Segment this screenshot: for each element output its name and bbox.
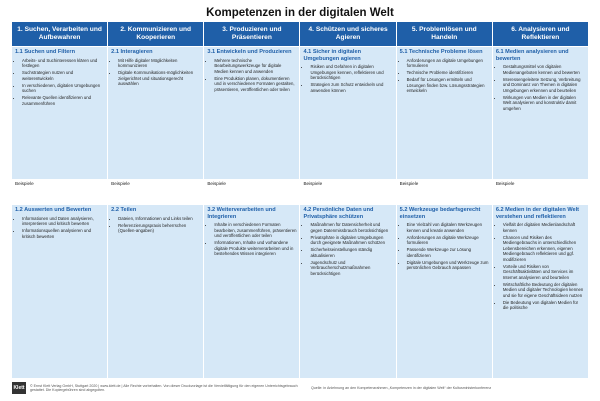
examples-space xyxy=(300,189,395,205)
sub-heading: 6.1 Medien analysieren und bewerten xyxy=(495,49,569,62)
list-item: • Privatsphäre in digitalen Umgebungen durch geeignete Maßnahmen schützen xyxy=(310,235,392,246)
list-item: • Inhalte in verschiedenen Formaten bearbeiten, zusammenführen, präsentieren und veröffentlichen oder teilen xyxy=(214,222,296,239)
list-item: • Technische Probleme identifizieren xyxy=(407,70,489,76)
competence-box xyxy=(204,205,299,378)
column-6 xyxy=(493,22,588,378)
item-list xyxy=(303,64,392,93)
competence-box xyxy=(12,47,107,179)
sub-heading: 2.1 Interagieren xyxy=(111,49,153,55)
list-item: • Eine Produktion planen, dokumentieren und in verschiedenen Formaten gestalten, präsentieren, veröffentlichen oder teilen xyxy=(214,76,296,93)
list-item: • Informationen und Daten analysieren, interpretieren und kritisch bewerten xyxy=(22,216,104,227)
examples-label: Beispiele xyxy=(12,179,107,189)
competence-box xyxy=(12,205,107,378)
column-heading: 2. Kommunizieren und Kooperieren xyxy=(108,22,203,46)
list-item: • Gestaltungsmittel von digitalen Medienangeboten kennen und bewerten xyxy=(503,64,585,75)
list-item: • Arbeits- und Suchinteressen klären und festlegen xyxy=(22,58,104,69)
item-list xyxy=(111,216,200,234)
list-item: • Anforderungen an digitale Umgebungen formulieren xyxy=(407,58,489,69)
column-heading: 6. Analysieren und Reflektieren xyxy=(493,22,588,46)
examples-space xyxy=(204,189,299,205)
footer xyxy=(12,380,588,396)
examples-space xyxy=(12,189,107,205)
list-item: • Vielfalt der digitalen Medienlandschaft kennen xyxy=(503,222,585,233)
list-item: • Vorteile und Risiken von Geschäftsaktivitäten und Services im Internet analysieren und beurteilen xyxy=(503,264,585,281)
examples-label: Beispiele xyxy=(397,179,492,189)
column-4 xyxy=(300,22,395,378)
sub-heading: 5.1 Technische Probleme lösen xyxy=(399,49,483,55)
list-item: • Mehrere technische Bearbeitungswerkzeuge für digitale Medien kennen und anwenden xyxy=(214,58,296,75)
sub-heading: 4.1 Sicher in digitalen Umgebungen agieren xyxy=(303,49,361,62)
competence-box xyxy=(300,47,395,179)
sub-heading: 2.2 Teilen xyxy=(111,207,137,213)
column-2 xyxy=(108,22,203,378)
sub-heading: 3.1 Entwickeln und Produzieren xyxy=(207,49,292,55)
list-item: • Wirtschaftliche Bedeutung der digitalen Medien und digitaler Technologien kennen und sie für eigene Geschäftsideen nutzen xyxy=(503,282,585,299)
list-item: • Dateien, Informationen und Links teilen xyxy=(118,216,200,222)
item-list xyxy=(15,216,104,240)
list-item: • Informationsquellen analysieren und kritisch bewerten xyxy=(22,228,104,239)
source-text: Quelle: in Anlehnung an den Kompetenzrahmen „Kompetenzen in der digitalen Welt“ der Kultusministerkonferenz xyxy=(311,385,492,390)
item-list xyxy=(111,58,200,87)
list-item: • Maßnahmen für Datensicherheit und gegen Datenmissbrauch berücksichtigen xyxy=(310,222,392,233)
item-list xyxy=(496,222,585,311)
competence-box xyxy=(108,47,203,179)
examples-space xyxy=(108,189,203,205)
column-heading: 5. Problemlösen und Handeln xyxy=(397,22,492,46)
list-item: • In verschiedenen, digitalen Umgebungen suchen xyxy=(22,83,104,94)
competence-box xyxy=(108,205,203,378)
competence-box xyxy=(397,47,492,179)
list-item: • Digitale Umgebungen und Werkzeuge zum persönlichen Gebrauch anpassen xyxy=(407,260,489,271)
list-item: • Risiken und Gefahren in digitalen Umgebungen kennen, reflektieren und berücksichtigen xyxy=(310,64,392,81)
sub-heading: 1.1 Suchen und Filtern xyxy=(15,49,75,55)
list-item: • Relevante Quellen identifizieren und zusammenführen xyxy=(22,95,104,106)
item-list xyxy=(496,64,585,111)
list-item: • Interessengeleitete Setzung, Verbreitung und Dominanz von Themen in digitalen Umgebungen erkennen und beurteilen xyxy=(503,77,585,94)
list-item: • Bedarf für Lösungen ermitteln und Lösungen finden bzw. Lösungsstrategien entwickeln xyxy=(407,77,489,94)
column-heading: 1. Suchen, Verarbeiten und Aufbewahren xyxy=(12,22,107,46)
item-list xyxy=(15,58,104,107)
examples-space xyxy=(397,189,492,205)
examples-label: Beispiele xyxy=(493,179,588,189)
list-item: • Anforderungen an digitale Werkzeuge formulieren xyxy=(407,235,489,246)
column-5 xyxy=(397,22,492,378)
competence-grid xyxy=(12,22,588,378)
examples-label: Beispiele xyxy=(108,179,203,189)
list-item: • Die Bedeutung von digitalen Medien für die politische xyxy=(503,300,585,311)
competence-box xyxy=(397,205,492,378)
list-item: • Mit Hilfe digitaler Möglichkeiten kommunizieren xyxy=(118,58,200,69)
list-item: • Passende Werkzeuge zur Lösung identifizieren xyxy=(407,247,489,258)
list-item: • Sicherheitseinstellungen ständig aktualisieren xyxy=(310,247,392,258)
item-list xyxy=(207,58,296,93)
list-item: • Strategien zum Schutz entwickeln und anwenden können xyxy=(310,82,392,93)
column-heading: 3. Produzieren und Präsentieren xyxy=(204,22,299,46)
list-item: • Chancen und Risiken des Mediengebrauchs in unterschiedlichen Lebensbereichen erkennen, eigenen Mediengebrauch reflektieren und ggf. modifizieren xyxy=(503,235,585,263)
column-heading: 4. Schützen und sicheres Agieren xyxy=(300,22,395,46)
item-list xyxy=(400,222,489,271)
examples-space xyxy=(493,189,588,205)
item-list xyxy=(207,222,296,257)
competence-box xyxy=(204,47,299,179)
sub-heading: 1.2 Auswerten und Bewerten xyxy=(15,207,92,213)
list-item: • Referenzierungspraxis beherrschen (Quellen-angaben) xyxy=(118,223,200,234)
competence-box xyxy=(493,47,588,179)
list-item: • Digitale Kommunikations-möglichkeiten zielgerichtet und situationsgerecht auswählen xyxy=(118,70,200,87)
sub-heading: 3.2 Weiterverarbeiten und Integrieren xyxy=(207,207,276,220)
list-item: • Suchstrategien nutzen und weiterentwickeln xyxy=(22,70,104,81)
page-title: Kompetenzen in der digitalen Welt xyxy=(206,7,394,19)
list-item: • Informationen, Inhalte und vorhandene digitale Produkte weiterverarbeiten und in bestehendes Wissen integrieren xyxy=(214,240,296,257)
column-3 xyxy=(204,22,299,378)
sub-heading: 6.2 Medien in der digitalen Welt verstehen und reflektieren xyxy=(495,207,580,220)
column-1 xyxy=(12,22,107,378)
sub-heading: 5.2 Werkzeuge bedarfsgerecht einsetzen xyxy=(399,207,481,220)
sub-heading: 4.2 Persönliche Daten und Privatsphäre schützen xyxy=(303,207,374,220)
list-item: • Jugendschutz und Verbraucherschutzmaßnahmen berücksichtigen xyxy=(310,260,392,277)
copyright-text: © Ernst Klett Verlag GmbH, Stuttgart 2020 | www.klett.de | Alle Rechte vorbehalten. Von dieser Druckvorlage ist die Vervielfältigung für den eigenen Unterrichtsgebrauch gestattet. Die Kopiergebühren sind abgegolten. xyxy=(30,383,298,392)
competence-box xyxy=(300,205,395,378)
list-item: • Wirkungen von Medien in der digitalen Welt analysieren und konstruktiv damit umgehen xyxy=(503,95,585,112)
publisher-logo: Klett xyxy=(12,382,26,394)
item-list xyxy=(303,222,392,276)
item-list xyxy=(400,58,489,94)
list-item: • Eine Vielzahl von digitalen Werkzeugen kennen und kreativ anwenden xyxy=(407,222,489,233)
competence-box xyxy=(493,205,588,378)
examples-label: Beispiele xyxy=(204,179,299,189)
examples-label: Beispiele xyxy=(300,179,395,189)
